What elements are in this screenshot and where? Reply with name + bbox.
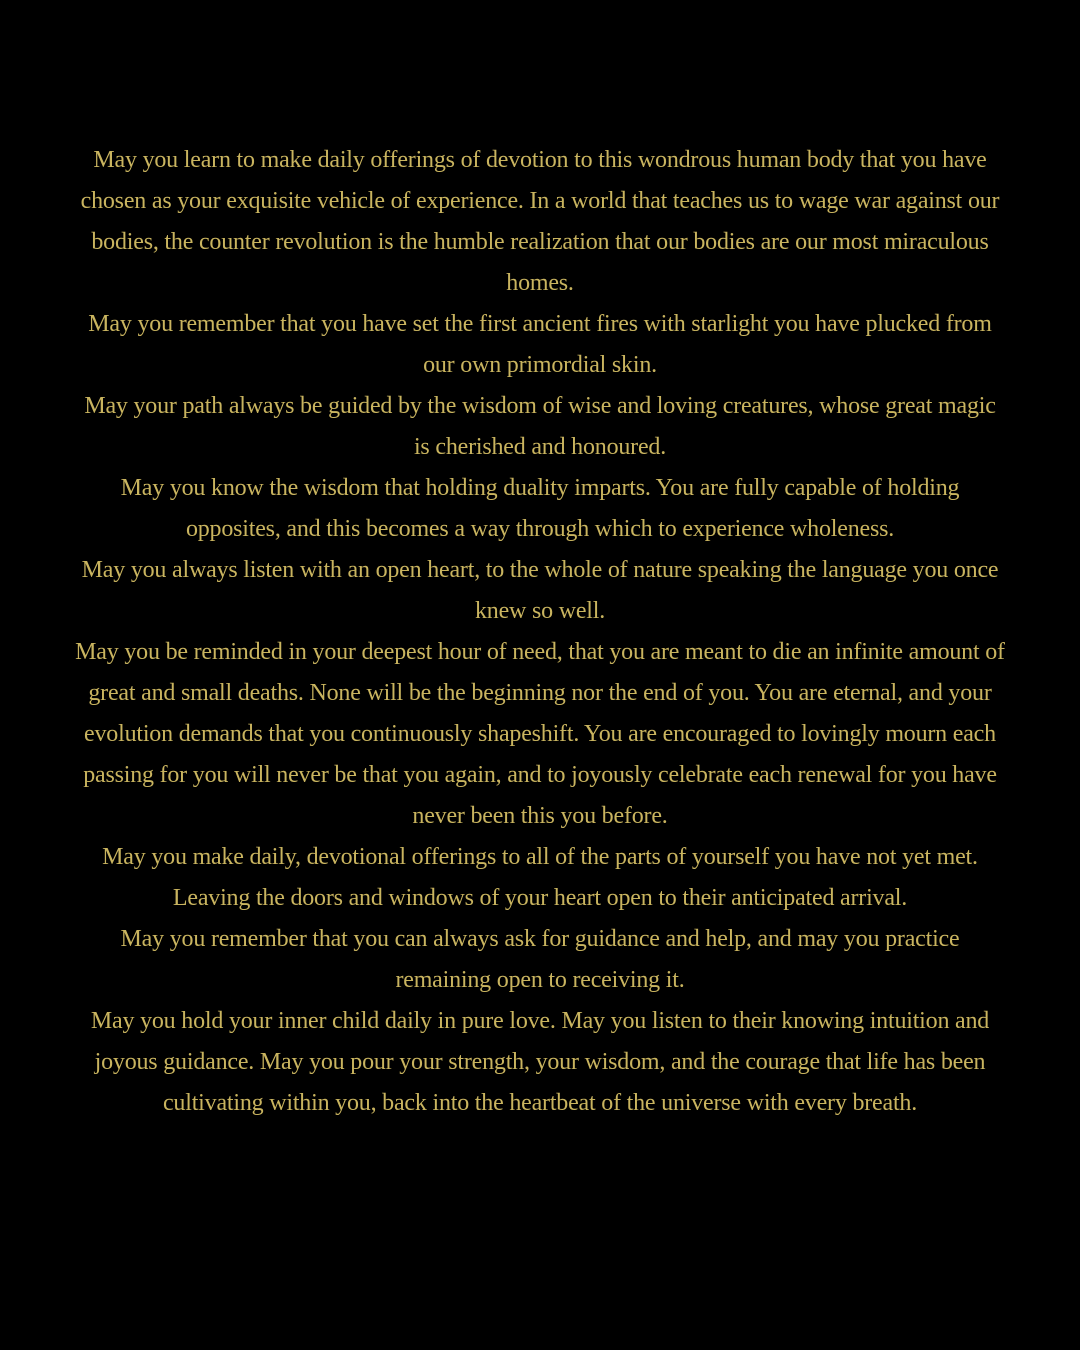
stanza-open-heart: May you always listen with an open heart, to the whole of nature speaking the language you once knew so well. (81, 557, 999, 624)
stanza-duality: May you know the wisdom that holding duality imparts. You are fully capable of holding opposites, and this becomes a way through which to experience wholeness. (120, 475, 960, 542)
stanza-guidance: May you remember that you can always ask for guidance and help, and may you practice remaining open to receiving it. (120, 926, 960, 993)
stanza-guided-path: May your path always be guided by the wisdom of wise and loving creatures, whose great magic is cherished and honoured. (84, 393, 996, 460)
stanza-body-devotion: May you learn to make daily offerings of devotion to this wondrous human body that you have chosen as your exquisite vehicle of experience. In a world that teaches us to wage war against our bodies, the counter revolution is the humble realization that our bodies are our most miraculous homes. (80, 147, 1000, 296)
stanza-inner-child: May you hold your inner child daily in pure love. May you listen to their knowing intuition and joyous guidance. May you pour your strength, your wisdom, and the courage that life has been cultivating within you, back into the heartbeat of the universe with every breath. (90, 1008, 990, 1116)
stanza-shapeshift: May you be reminded in your deepest hour of need, that you are meant to die an infinite amount of great and small deaths. None will be the beginning nor the end of you. You are eternal, and your evolution demands that you continuously shapeshift. You are encouraged to lovingly mourn each passing for you will never be that you again, and to joyously celebrate each renewal for you have never been this you before. (75, 639, 1005, 829)
stanza-ancient-fires: May you remember that you have set the first ancient fires with starlight you have plucked from our own primordial skin. (88, 311, 992, 378)
blessing-text (74, 140, 1006, 1124)
stanza-unmet-parts: May you make daily, devotional offerings to all of the parts of yourself you have not yet met. Leaving the doors and windows of your heart open to their anticipated arrival. (102, 844, 978, 911)
